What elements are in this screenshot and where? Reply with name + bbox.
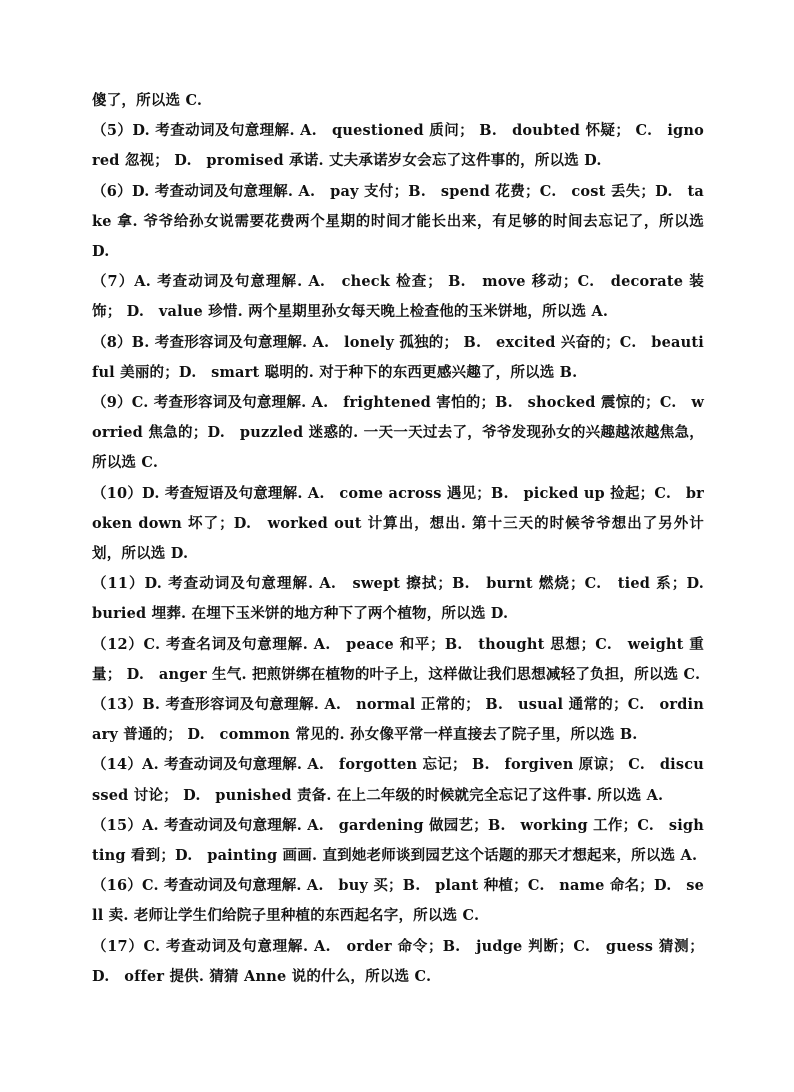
answer-paragraph-7: （7）A. 考查动词及句意理解. A. check 检查； B. move 移动；C. decorate 装饰； D. value 珍惜. 两个星期里孙女每天晚上检查他的玉米饼地，所以选 A.: [92, 273, 704, 321]
answer-paragraph-8: （8）B. 考查形容词及句意理解. A. lonely 孤独的； B. excited 兴奋的；C. beautiful 美丽的；D. smart 聪明的. 对于种下的东西更感兴趣了，所以选 B.: [92, 333, 704, 381]
answer-paragraph-15: （15）A. 考查动词及句意理解. A. gardening 做园艺；B. working 工作；C. sighting 看到；D. painting 画画. 直到她老师谈到园艺这个话题的那天才想起来，所以选 A.: [92, 816, 704, 865]
answer-paragraph-continuation: 傻了，所以选 C.: [92, 92, 203, 109]
answer-paragraph-6: （6）D. 考查动词及句意理解. A. pay 支付；B. spend 花费；C. cost 丢失；D. take 拿. 爷爷给孙女说需要花费两个星期的时间才能长出来，有足够的时间去忘记了，所以选 D.: [92, 182, 704, 261]
answer-paragraph-10: （10）D. 考查短语及句意理解. A. come across 遇见；B. picked up 捡起；C. broken down 坏了；D. worked out 计算出，想出. 第十三天的时候爷爷想出了另外计划，所以选 D.: [92, 484, 704, 563]
answer-explanations: [92, 86, 719, 992]
answer-paragraph-9: （9）C. 考查形容词及句意理解. A. frightened 害怕的；B. shocked 震惊的；C. worried 焦急的；D. puzzled 迷惑的. 一天一天过去了，爷爷发现孙女的兴趣越浓越焦急，所以选 C.: [92, 394, 704, 472]
answer-paragraph-13: （13）B. 考查形容词及句意理解. A. normal 正常的； B. usual 通常的；C. ordinary 普通的； D. common 常见的. 孙女像平常一样直接去了院子里，所以选 B.: [92, 696, 704, 744]
answer-paragraph-12: （12）C. 考查名词及句意理解. A. peace 和平；B. thought 思想；C. weight 重量； D. anger 生气. 把煎饼绑在植物的叶子上，这样做让我们思想减轻了负担，所以选 C.: [92, 635, 704, 683]
answer-paragraph-16: （16）C. 考查动词及句意理解. A. buy 买；B. plant 种植；C. name 命名；D. sell 卖. 老师让学生们给院子里种植的东西起名字，所以选 C.: [92, 877, 704, 925]
answer-paragraph-17: （17）C. 考查动词及句意理解. A. order 命令；B. judge 判断；C. guess 猜测；D. offer 提供. 猜猜 Anne 说的什么，所以选 C.: [92, 937, 704, 985]
answer-paragraph-14: （14）A. 考查动词及句意理解. A. forgotten 忘记； B. forgiven 原谅； C. discussed 讨论； D. punished 责备. 在上二年级的时候就完全忘记了这件事. 所以选 A.: [92, 756, 704, 804]
answer-paragraph-11: （11）D. 考查动词及句意理解. A. swept 擦拭；B. burnt 燃烧；C. tied 系；D. buried 埋葬. 在埋下玉米饼的地方种下了两个植物，所以选 D.: [92, 575, 719, 623]
answer-paragraph-5: （5）D. 考查动词及句意理解. A. questioned 质问； B. doubted 怀疑； C. ignored 忽视； D. promised 承诺. 丈夫承诺岁女会忘了这件事的，所以选 D.: [92, 122, 704, 170]
